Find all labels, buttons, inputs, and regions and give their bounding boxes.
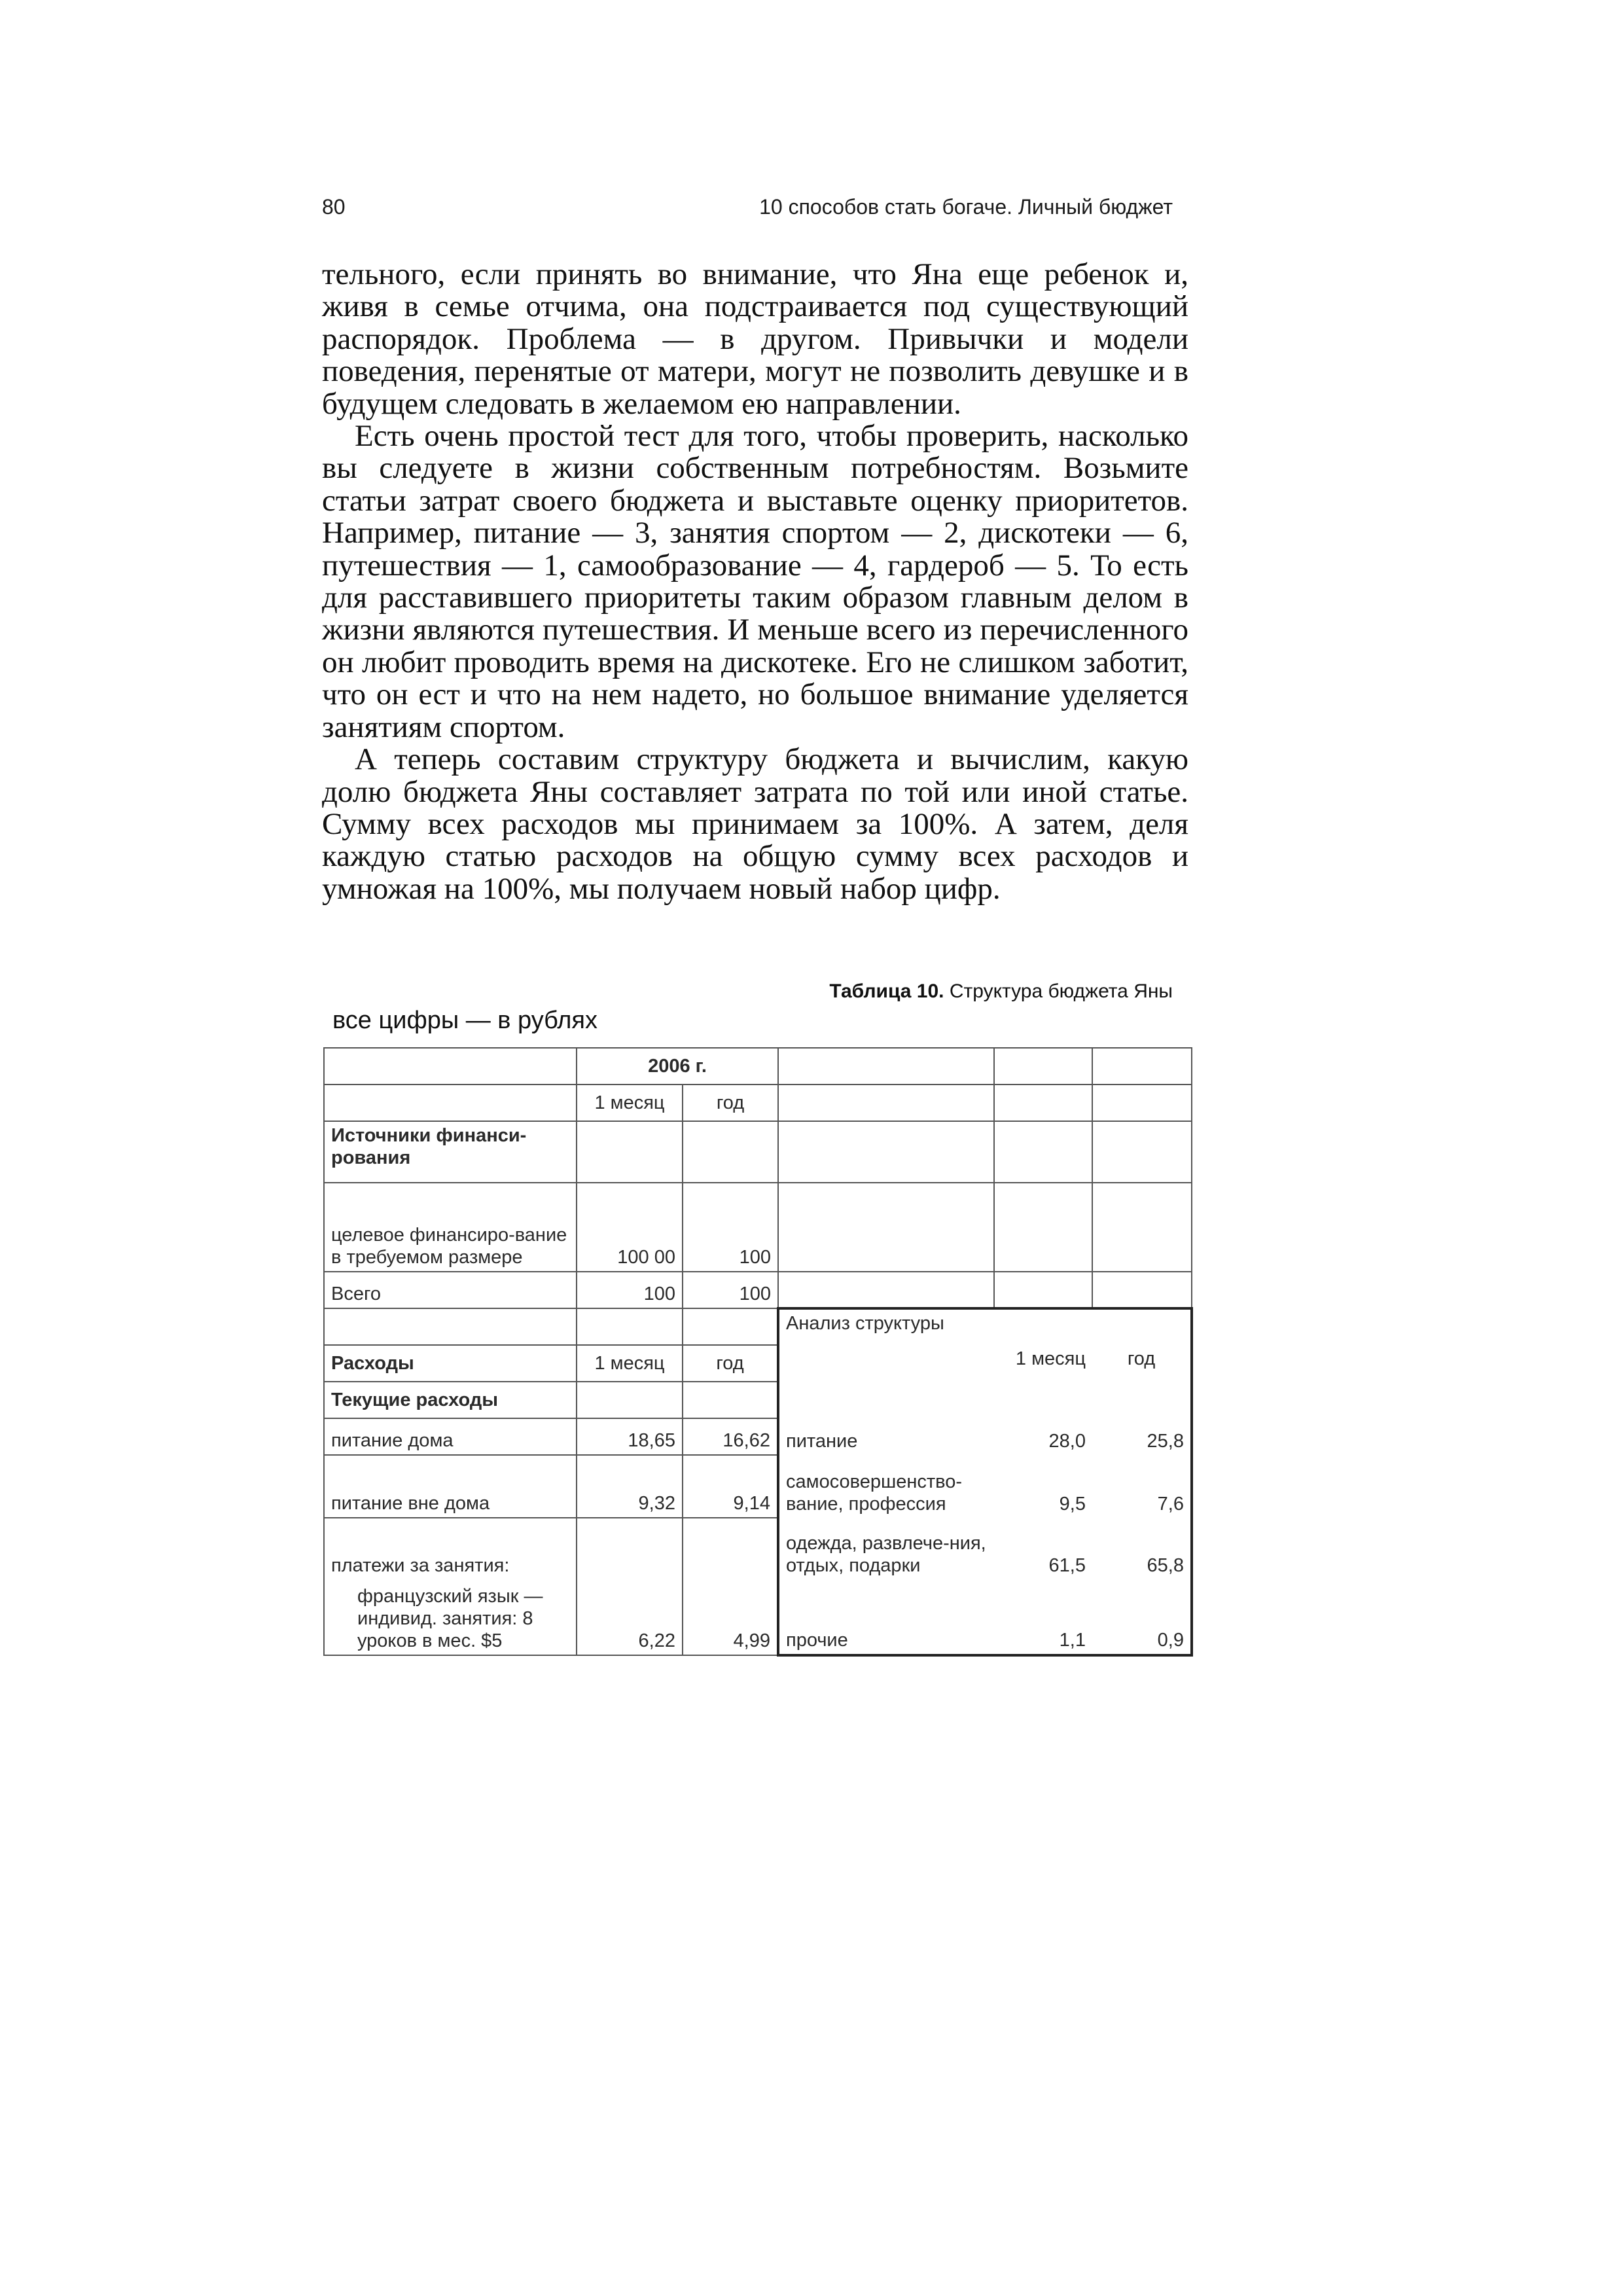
table-row xyxy=(324,1085,1192,1121)
expense-label: платежи за занятия: xyxy=(324,1518,577,1579)
table-row xyxy=(324,1308,1192,1345)
analysis-year: 25,8 xyxy=(1092,1418,1192,1455)
expense-month: 18,65 xyxy=(577,1418,683,1455)
analysis-col-year: год xyxy=(1092,1345,1192,1418)
table-row xyxy=(324,1579,1192,1655)
paragraph-2: Есть очень простой тест для того, чтобы проверить, насколько вы следуете в жизни собственным потребностям. Возьмите статьи затрат своего бюджета и выставьте оценку приоритетов. Например, питание — 3, занятия спортом — 2, дискотеки — 6, путешествия — 1, самообразование — 4, гардероб — 5. То есть для расставившего приоритеты таким образом главным делом в жизни являются путешествия. И меньше всего из перечисленного он любит проводить время на дискотеке. Его не слишком заботит, что он ест и что на нем надето, но большое внимание уделяется занятиям спортом. xyxy=(322,419,1188,744)
expense-year: 16,62 xyxy=(683,1418,778,1455)
analysis-month: 61,5 xyxy=(1048,1555,1086,1576)
expenses-heading: Расходы xyxy=(324,1345,577,1382)
table-row xyxy=(324,1345,1192,1382)
analysis-year: 0,9 xyxy=(1092,1579,1192,1655)
table-row xyxy=(324,1183,1192,1272)
expense-label: питание дома xyxy=(324,1418,577,1455)
expense-label: питание вне дома xyxy=(324,1455,577,1518)
table-row xyxy=(324,1518,1192,1579)
expenses-col-month: 1 месяц xyxy=(577,1345,683,1382)
table-row xyxy=(324,1048,1192,1085)
sources-heading: Источники финанси-рования xyxy=(324,1121,577,1183)
table-caption-label: Таблица 10. xyxy=(829,980,944,1002)
table-row xyxy=(324,1418,1192,1455)
analysis-label: одежда, развлече-ния, отдых, подарки xyxy=(778,1518,994,1579)
expense-month xyxy=(577,1518,683,1579)
funding-month: 100 00 xyxy=(577,1183,683,1272)
table-row xyxy=(324,1121,1192,1183)
table-caption-title: Структура бюджета Яны xyxy=(949,980,1173,1002)
expense-year: 4,99 xyxy=(683,1579,778,1655)
analysis-month: 1,1 xyxy=(994,1579,1092,1655)
analysis-month: 9,5 xyxy=(1059,1494,1086,1515)
running-title: 10 способов стать богаче. Личный бюджет xyxy=(759,195,1173,219)
expense-year xyxy=(683,1518,778,1579)
analysis-label: прочие xyxy=(778,1579,994,1655)
analysis-heading: Анализ структуры xyxy=(778,1308,1192,1345)
analysis-year: 7,6 xyxy=(1092,1455,1192,1518)
expenses-col-year: год xyxy=(683,1345,778,1382)
total-month: 100 xyxy=(577,1272,683,1308)
expense-month: 9,32 xyxy=(577,1455,683,1518)
expense-label: французский язык — индивид. занятия: 8 уроков в мес. $5 xyxy=(357,1586,543,1651)
body-text xyxy=(322,259,1188,905)
budget-table xyxy=(323,1047,1193,1657)
analysis-col-month: 1 месяц xyxy=(1015,1348,1086,1369)
funding-label: целевое финансиро-вание в требуемом размере xyxy=(324,1183,577,1272)
analysis-year: 65,8 xyxy=(1092,1518,1192,1579)
page-number: 80 xyxy=(322,195,346,219)
table-row xyxy=(324,1455,1192,1518)
col-year-header: год xyxy=(683,1085,778,1121)
table-caption xyxy=(720,980,1173,1003)
analysis-label: питание xyxy=(778,1418,994,1455)
year-header: 2006 г. xyxy=(577,1048,778,1085)
analysis-label: самосовершенство-вание, профессия xyxy=(778,1455,994,1518)
expense-year: 9,14 xyxy=(683,1455,778,1518)
expense-month: 6,22 xyxy=(577,1579,683,1655)
total-year: 100 xyxy=(683,1272,778,1308)
funding-year: 100 xyxy=(683,1183,778,1272)
total-label: Всего xyxy=(324,1272,577,1308)
current-expenses-heading: Текущие расходы xyxy=(324,1382,577,1418)
col-month-header: 1 месяц xyxy=(577,1085,683,1121)
units-note: все цифры — в рублях xyxy=(332,1007,597,1034)
paragraph-1: тельного, если принять во внимание, что Яна еще ребенок и, живя в семье отчима, она подстраивается под существующий распорядок. Проблема — в другом. Привычки и модели поведения, перенятые от матери, могут не позволить девушке и в будущем следовать в желаемом ею направлении. xyxy=(322,257,1188,421)
paragraph-3: А теперь составим структуру бюджета и вычислим, какую долю бюджета Яны составляет затрата по той или иной статье. Сумму всех расходов мы принимаем за 100%. А затем, деля каждую статью расходов на общую сумму всех расходов и умножая на 100%, мы получаем новый набор цифр. xyxy=(322,742,1188,906)
table-row xyxy=(324,1272,1192,1308)
analysis-month: 28,0 xyxy=(1048,1431,1086,1452)
